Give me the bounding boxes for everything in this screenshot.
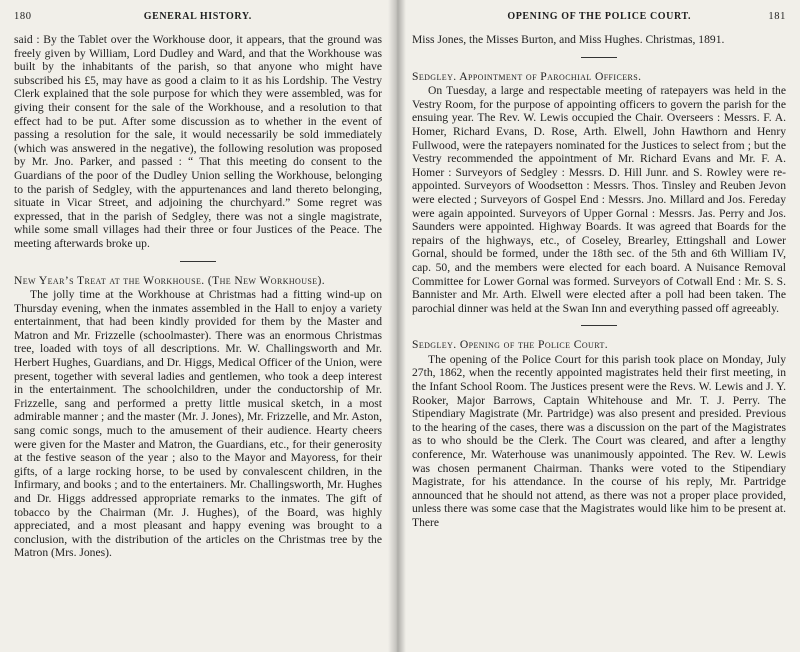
- right-section1-paragraph: On Tuesday, a large and respectable meeting of ratepayers was held in the Vestry Room, for the purpose of appointing officers to govern the parish for the ensuing year. The Rev. W. Lewis occupied the Chair. Overseers : Messrs. F. A. Homer, Richard Evans, D. Rose, Arth. Elwell, John Hawthorn and Henry Fullwood, were the ratepayers nominated for the Justices to select from ; but the Vestry recommended the appointment of Mr. Richard Evans and Mr. F. A. Homer : Surveyors of Sedgley : Messrs. D. Hill Junr. and S. Rowley were re-appointed. Surveyors of Woodsetton : Messrs. Thos. Tinsley and Reuben Jevon were elected ; Surveyors of Gospel End : Messrs. Jno. Millard and Jos. Fereday were again appointed. Surveyors of Upper Gornal : Messrs. Jas. Perry and Jos. Saunders were appointed. Highway Boards. It was agreed that Boards for the repairs of the highways, etc., of Coseley, Brearley, Ettingshall and Lower Gornal, should be formed, under the 18th sec. of the 5th and 6th William IV, cap. 50, and the members were elected for each board. A Nuisance Removal Committee for Lower Gornal was formed. Surveyors of Cotwall End : Mr. S. S. Bannister and Mr. Arth. Elwell were elected after a poll had been taken. The parochial dinner was held at the Swan Inn and everything passed off agreeably.: [412, 84, 786, 315]
- left-running-title: GENERAL HISTORY.: [143, 11, 252, 22]
- left-page-number: 180: [14, 11, 32, 22]
- left-continued-paragraph: said : By the Tablet over the Workhouse door, it appears, that the ground was freely given by William, Lord Dudley and Ward, and that the Workhouse was built by the inhabitants of the parish, so that anyone who might have subscribed his £5, may have as good a claim to it as his Lordship. The Vestry Clerk explained that the sole purpose for which they were assembled, was for giving their consent for the sale of the Workhouse, and a resolution to that effect had to be put. After some discussion as to whether in the event of passing a resolution for the sale, it would necessarily be sold immediately (which was answered in the negative), the following resolution was proposed by Mr. Jno. Parker, and passed : “ That this meeting do consent to the Guardians of the poor of the Dudley Union selling the Workhouse, belonging to the parish of Sedgley, with the appurtenances and land thereto belonging, situate in Vicar Street, and adjoining the churchyard.” Some regret was expressed, that in the parish of Sedgley, there was not a single magistrate, while some small villages had their three or four Justices of the Peace. The meeting afterwards broke up.: [14, 33, 382, 250]
- section-divider: [581, 325, 617, 326]
- right-running-head: [412, 11, 786, 25]
- left-section-paragraph: The jolly time at the Workhouse at Christmas had a fitting wind-up on Thursday evening, when the inmates assembled in the Hall to enjoy a variety entertainment, that had been kindly provided for them by the Master and Matron and Mr. Frizzelle (schoolmaster). There was an enormous Christmas tree, loaded with toys of all descriptions. Mr. W. Challingsworth and Mr. Herbert Hughes, Guardians, and Dr. Higgs, Medical Officer of the Union, were present, together with several ladies and gentlemen, who took a deep interest in the entertainment. The schoolchildren, under the conductorship of Mr. Frizzelle, sang and performed a pretty little musical sketch, in a most admirable manner ; and the master (Mr. J. Jones), Mr. Frizzelle, and Mr. Aston, sang comic songs, much to the amusement of their audience. Hearty cheers were given for the Master and Matron, the Guardians, etc., for their generosity at the festive season of the year ; also to the Mayor and Mayoress, for their gifts, of a large rocking horse, to be used by convalescent children, in the Infirmary, and books ; and to the entertainers. Mr. Challingsworth, Mr. Hughes and Dr. Higgs addressed appropriate remarks to the inmates. The gift of tobacco by the Chairman (Mr. J. Hughes), of the Board, was highly appreciated, and a most pleasant and happy evening was brought to a conclusion, with the distribution of the articles on the Christmas tree by the Matron (Mrs. Jones).: [14, 288, 382, 560]
- left-section-heading: New Year’s Treat at the Workhouse. (The New Workhouse).: [14, 273, 326, 287]
- right-running-title: OPENING OF THE POLICE COURT.: [507, 11, 692, 22]
- right-section1-heading: Sedgley. Appointment of Parochial Officers.: [412, 69, 642, 83]
- section-divider: [180, 261, 216, 262]
- section-divider: [581, 57, 617, 58]
- left-page: [0, 0, 394, 652]
- right-section2-paragraph: The opening of the Police Court for this parish took place on Monday, July 27th, 1862, when the recently appointed magistrates held their first meeting, in the Infant School Room. The Justices present were the Revs. W. Lewis and J. Y. Rooker, Major Barrows, Captain Whitehouse and Mr. T. J. Perry. The Stipendiary Magistrate (Mr. Partridge) was also present and presided. Previous to the hearing of the cases, there was a discussion on the part of the Magistrates as to who should be the Clerk. The Court was cleared, and after a lengthy conference, Mr. Waterhouse was unanimously appointed. The Rev. W. Lewis was chosen permanent Chairman. Thanks were voted to the Stipendiary Magistrate, for his attendance. In the course of his reply, Mr. Partridge announced that he should not attend, as there was not a proper place provided, unless there was some case that the Magistrates would like him to be present at. There: [412, 352, 786, 529]
- right-continued-paragraph: Miss Jones, the Misses Burton, and Miss Hughes. Christmas, 1891.: [412, 33, 725, 46]
- right-page-number: 181: [768, 11, 786, 22]
- left-running-head: [14, 11, 382, 25]
- right-section2-heading: Sedgley. Opening of the Police Court.: [412, 338, 609, 352]
- right-page: [394, 0, 800, 652]
